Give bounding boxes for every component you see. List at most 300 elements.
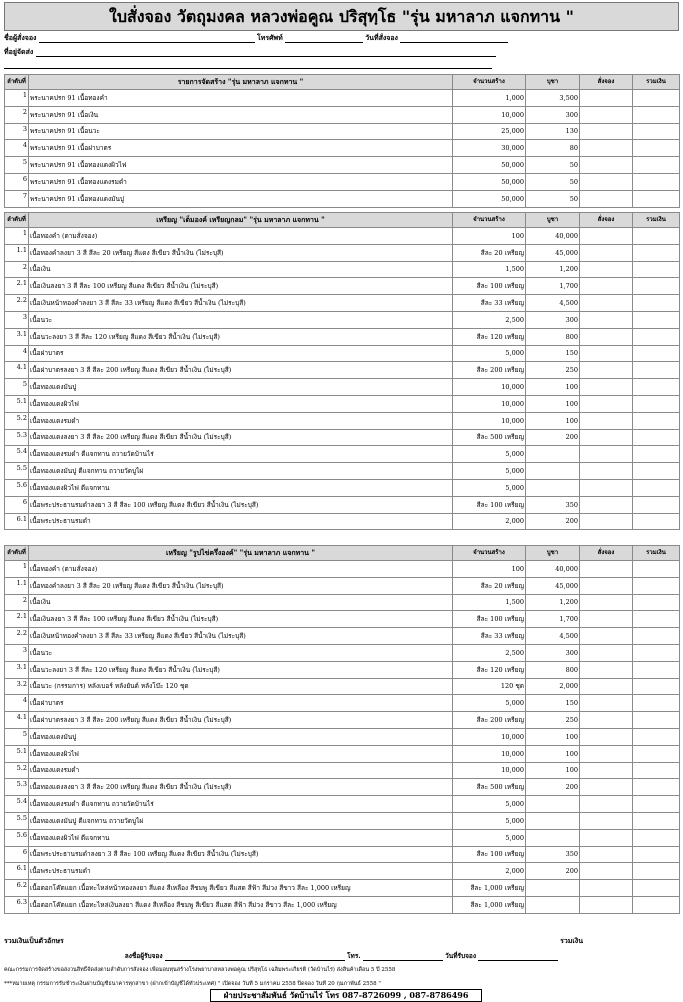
total-cell[interactable] — [633, 123, 680, 140]
table-row — [5, 479, 680, 496]
item-number: 2.2 — [5, 628, 29, 645]
table-row — [5, 513, 680, 530]
col-price-header: บุชา — [526, 75, 580, 90]
note-1: คณะกรรมการจัดสร้างขอสงวนสิทธิ์จัดส่งตามลำดับการสั่งจอง เพื่อมอบทุนสร้างโรงพยาบาลหลวงพ่อคูณ ปริสุทฺโธ เฉลิมพระเกียรติ (วัดบ้านไร่) ส่งสินค้าเดือน 5 ปี 2558 — [4, 967, 396, 973]
item-description: เนื้อทองแดงรมดำ — [29, 412, 453, 429]
total-cell[interactable] — [633, 611, 680, 628]
item-description: เนื้อทองแดงมันปู ตีแจกทาน ถวายวัดบูไผ่ — [29, 463, 453, 480]
item-number: 5.3 — [5, 429, 29, 446]
item-quantity: 1,500 — [453, 261, 526, 278]
item-description: เนื้อทองคำ (ตามสั่งจอง) — [29, 228, 453, 245]
item-quantity: สีละ 120 เหรียญ — [453, 328, 526, 345]
col-total-header: รวมเงิน — [633, 546, 680, 561]
table-row — [5, 244, 680, 261]
order-qty-cell[interactable] — [580, 496, 633, 513]
total-cell[interactable] — [633, 429, 680, 446]
order-qty-cell[interactable] — [580, 479, 633, 496]
table-row — [5, 173, 680, 190]
item-price: 100 — [526, 379, 580, 396]
col-order-header: สั่งจอง — [580, 213, 633, 228]
total-cell[interactable] — [633, 311, 680, 328]
total-cell[interactable] — [633, 395, 680, 412]
item-number: 5.4 — [5, 446, 29, 463]
order-qty-cell[interactable] — [580, 362, 633, 379]
item-number: 4 — [5, 695, 29, 712]
item-price: 300 — [526, 311, 580, 328]
table-row — [5, 278, 680, 295]
item-quantity: 5,000 — [453, 463, 526, 480]
item-number: 5.5 — [5, 812, 29, 829]
item-price: 100 — [526, 412, 580, 429]
total-cell[interactable] — [633, 695, 680, 712]
table-row — [5, 345, 680, 362]
section-body-2 — [5, 213, 680, 530]
total-cell[interactable] — [633, 345, 680, 362]
table-row — [5, 628, 680, 645]
receiver-field[interactable] — [165, 952, 345, 961]
order-qty-cell[interactable] — [580, 812, 633, 829]
order-qty-cell[interactable] — [580, 728, 633, 745]
order-qty-cell[interactable] — [580, 157, 633, 174]
order-qty-cell[interactable] — [580, 880, 633, 897]
item-price — [526, 796, 580, 813]
item-number: 1 — [5, 90, 29, 107]
order-qty-cell[interactable] — [580, 463, 633, 480]
table-row — [5, 328, 680, 345]
order-qty-cell[interactable] — [580, 278, 633, 295]
item-price: 130 — [526, 123, 580, 140]
item-description: เนื้อทองแดงผิวไฟ — [29, 745, 453, 762]
order-qty-cell[interactable] — [580, 644, 633, 661]
item-number: 5.5 — [5, 463, 29, 480]
total-cell[interactable] — [633, 106, 680, 123]
item-quantity: สีละ 33 เหรียญ — [453, 628, 526, 645]
table-row — [5, 446, 680, 463]
item-description: เนื้อทองคำ (ตามสั่งจอง) — [29, 561, 453, 578]
col-no-header: ลำดับที่ — [5, 75, 29, 90]
item-number: 3 — [5, 644, 29, 661]
total-cell[interactable] — [633, 628, 680, 645]
total-cell[interactable] — [633, 594, 680, 611]
total-cell[interactable] — [633, 678, 680, 695]
total-cell[interactable] — [633, 479, 680, 496]
item-price — [526, 479, 580, 496]
item-description: เนื้อทองคำลงยา 3 สี สีละ 20 เหรียญ สีแดง สีเขียว สีน้ำเงิน (ไม่ระบุสี) — [29, 244, 453, 261]
item-price: 100 — [526, 395, 580, 412]
receive-date-field[interactable] — [478, 952, 558, 961]
item-quantity: 25,000 — [453, 123, 526, 140]
table-row — [5, 577, 680, 594]
item-price: 4,500 — [526, 295, 580, 312]
item-price: 40,000 — [526, 228, 580, 245]
total-text-label: รวมเงินเป็นตัวอักษร — [4, 936, 64, 945]
order-qty-cell[interactable] — [580, 295, 633, 312]
col-qty-header: จำนวนสร้าง — [453, 546, 526, 561]
total-cell[interactable] — [633, 446, 680, 463]
order-qty-cell[interactable] — [580, 829, 633, 846]
item-description: เนื้อทองแดงผิวไฟ ตีแจกทาน — [29, 829, 453, 846]
col-total-header: รวมเงิน — [633, 75, 680, 90]
order-qty-cell[interactable] — [580, 594, 633, 611]
order-qty-cell[interactable] — [580, 712, 633, 729]
item-price: 200 — [526, 863, 580, 880]
total-cell[interactable] — [633, 463, 680, 480]
table-row — [5, 829, 680, 846]
address-row — [4, 47, 496, 57]
item-description: เนื้อทองแดงรมดำ ตีแจกทาน ถวายวัดบ้านไร่ — [29, 446, 453, 463]
item-number: 5 — [5, 728, 29, 745]
table-row — [5, 311, 680, 328]
total-cell[interactable] — [633, 846, 680, 863]
item-number: 5.2 — [5, 412, 29, 429]
item-quantity: สีละ 100 เหรียญ — [453, 846, 526, 863]
item-description: เนื้อพระประธานรมดำ — [29, 513, 453, 530]
item-number: 1 — [5, 561, 29, 578]
total-cell[interactable] — [633, 880, 680, 897]
item-quantity: สีละ 120 เหรียญ — [453, 661, 526, 678]
item-price: 40,000 — [526, 561, 580, 578]
item-description: เนื้อนวะ — [29, 311, 453, 328]
item-quantity: สีละ 200 เหรียญ — [453, 712, 526, 729]
col-price-header: บูชา — [526, 546, 580, 561]
receiver-label: ลงชื่อผู้รับจอง — [124, 952, 163, 960]
item-price: 250 — [526, 712, 580, 729]
item-number: 6.1 — [5, 513, 29, 530]
total-cell[interactable] — [633, 762, 680, 779]
item-description: เนื้อทองแดงมันปู — [29, 379, 453, 396]
table-row — [5, 463, 680, 480]
item-quantity: 5,000 — [453, 695, 526, 712]
total-cell[interactable] — [633, 228, 680, 245]
table-row — [5, 661, 680, 678]
item-number: 5.4 — [5, 796, 29, 813]
item-quantity: 10,000 — [453, 106, 526, 123]
item-quantity: 10,000 — [453, 395, 526, 412]
item-description: เนื้อทองคำลงยา 3 สี สีละ 20 เหรียญ สีแดง สีเขียว สีน้ำเงิน (ไม่ระบุสี) — [29, 577, 453, 594]
col-qty-header: จำนวนสร้าง — [453, 213, 526, 228]
orderer-label: ชื่อผู้สั่งจอง — [4, 33, 37, 42]
total-cell[interactable] — [633, 140, 680, 157]
table-row — [5, 395, 680, 412]
item-price: 100 — [526, 728, 580, 745]
order-qty-cell[interactable] — [580, 328, 633, 345]
section-table-2 — [4, 212, 680, 530]
item-price: 300 — [526, 106, 580, 123]
table-row — [5, 90, 680, 107]
item-quantity: สีละ 33 เหรียญ — [453, 295, 526, 312]
order-qty-cell[interactable] — [580, 678, 633, 695]
item-quantity: 120 ชุด — [453, 678, 526, 695]
table-row — [5, 561, 680, 578]
col-no-header: ลำดับที่ — [5, 213, 29, 228]
order-qty-cell[interactable] — [580, 244, 633, 261]
col-total-header: รวมเงิน — [633, 213, 680, 228]
table-row — [5, 728, 680, 745]
order-qty-cell[interactable] — [580, 796, 633, 813]
order-qty-cell[interactable] — [580, 762, 633, 779]
section-table-3 — [4, 545, 680, 914]
total-cell[interactable] — [633, 577, 680, 594]
item-price: 1,700 — [526, 278, 580, 295]
item-price: 300 — [526, 644, 580, 661]
address-field-2[interactable] — [4, 60, 492, 69]
item-quantity: 5,000 — [453, 345, 526, 362]
item-price: 150 — [526, 695, 580, 712]
item-description: พระนาคปรก 91 เนื้อทองคำ — [29, 90, 453, 107]
item-quantity: 10,000 — [453, 762, 526, 779]
order-qty-cell[interactable] — [580, 446, 633, 463]
item-description: เนื้อนวะ (กรรมการ) หลังเบอร์ หลังยันต์ หลังโบ๊ะ 120 ชุด — [29, 678, 453, 695]
total-cell[interactable] — [633, 728, 680, 745]
item-number: 4 — [5, 140, 29, 157]
item-number: 7 — [5, 190, 29, 207]
item-number: 5 — [5, 157, 29, 174]
table-row — [5, 779, 680, 796]
order-qty-cell[interactable] — [580, 661, 633, 678]
item-description: เนื้อทองแดงลงยา 3 สี สีละ 200 เหรียญ สีแดง สีเขียว สีน้ำเงิน (ไม่ระบุสี) — [29, 429, 453, 446]
item-price: 800 — [526, 661, 580, 678]
total-cell[interactable] — [633, 173, 680, 190]
item-quantity: สีละ 20 เหรียญ — [453, 577, 526, 594]
item-quantity: 30,000 — [453, 140, 526, 157]
order-qty-cell[interactable] — [580, 561, 633, 578]
total-cell[interactable] — [633, 712, 680, 729]
item-quantity: สีละ 500 เหรียญ — [453, 429, 526, 446]
total-cell[interactable] — [633, 190, 680, 207]
item-quantity: 10,000 — [453, 745, 526, 762]
table-row — [5, 745, 680, 762]
order-qty-cell[interactable] — [580, 628, 633, 645]
item-quantity: 1,500 — [453, 594, 526, 611]
total-cell[interactable] — [633, 157, 680, 174]
item-quantity: สีละ 1,000 เหรียญ — [453, 896, 526, 913]
item-number: 1.1 — [5, 244, 29, 261]
total-cell[interactable] — [633, 829, 680, 846]
total-cell[interactable] — [633, 412, 680, 429]
item-number: 5.1 — [5, 395, 29, 412]
item-description: พระนาคปรก 91 เนื้อทองแดงมันปู — [29, 190, 453, 207]
item-price: 100 — [526, 762, 580, 779]
item-quantity: 10,000 — [453, 728, 526, 745]
total-cell[interactable] — [633, 661, 680, 678]
order-qty-cell[interactable] — [580, 123, 633, 140]
total-cell[interactable] — [633, 896, 680, 913]
total-cell[interactable] — [633, 278, 680, 295]
col-order-header: สั่งจอง — [580, 75, 633, 90]
col-qty-header: จำนวนสร้าง — [453, 75, 526, 90]
item-quantity: สีละ 500 เหรียญ — [453, 779, 526, 796]
item-number: 4 — [5, 345, 29, 362]
item-description: เนื้อเงินหน้าทองคำลงยา 3 สี สีละ 33 เหรียญ สีแดง สีเขียว สีน้ำเงิน (ไม่ระบุสี) — [29, 295, 453, 312]
contact-bar: ฝ่ายประชาสัมพันธ์ วัดบ้านไร่ โทร 087-8726099 , 087-8786496 — [210, 989, 482, 1002]
item-number: 1.1 — [5, 577, 29, 594]
item-description: พระนาคปรก 91 เนื้อทองแดงรมดำ — [29, 173, 453, 190]
order-qty-cell[interactable] — [580, 896, 633, 913]
total-cell[interactable] — [633, 90, 680, 107]
item-number: 3.2 — [5, 678, 29, 695]
section-title: รายการจัดสร้าง "รุ่น มหาลาภ แจกทาน " — [29, 75, 453, 90]
item-quantity: สีละ 100 เหรียญ — [453, 611, 526, 628]
total-cell[interactable] — [633, 362, 680, 379]
item-number: 6.1 — [5, 863, 29, 880]
item-quantity: สีละ 200 เหรียญ — [453, 362, 526, 379]
order-qty-cell[interactable] — [580, 863, 633, 880]
total-cell[interactable] — [633, 745, 680, 762]
order-qty-cell[interactable] — [580, 140, 633, 157]
item-number: 5.1 — [5, 745, 29, 762]
item-description: เนื้อทองแดงรมดำ — [29, 762, 453, 779]
item-number: 1 — [5, 228, 29, 245]
item-price — [526, 446, 580, 463]
item-number: 2 — [5, 261, 29, 278]
item-description: เนื้อเงินหน้าทองคำลงยา 3 สี สีละ 33 เหรียญ สีแดง สีเขียว สีน้ำเงิน (ไม่ระบุสี) — [29, 628, 453, 645]
order-date-field[interactable] — [400, 34, 508, 43]
order-qty-cell[interactable] — [580, 779, 633, 796]
table-row — [5, 157, 680, 174]
item-quantity: สีละ 20 เหรียญ — [453, 244, 526, 261]
total-cell[interactable] — [633, 863, 680, 880]
item-description: พระนาคปรก 91 เนื้อเงิน — [29, 106, 453, 123]
order-qty-cell[interactable] — [580, 90, 633, 107]
item-price: 4,500 — [526, 628, 580, 645]
item-price: 50 — [526, 190, 580, 207]
col-order-header: สั่งจอง — [580, 546, 633, 561]
table-row — [5, 594, 680, 611]
item-description: พระนาคปรก 91 เนื้อทองแดงผิวไฟ — [29, 157, 453, 174]
item-price: 200 — [526, 429, 580, 446]
order-qty-cell[interactable] — [580, 412, 633, 429]
total-label: รวมเงิน — [560, 936, 583, 945]
table-row — [5, 228, 680, 245]
item-price: 3,500 — [526, 90, 580, 107]
order-qty-cell[interactable] — [580, 611, 633, 628]
item-quantity: 50,000 — [453, 157, 526, 174]
order-qty-cell[interactable] — [580, 228, 633, 245]
table-row — [5, 712, 680, 729]
phone-field[interactable] — [285, 34, 363, 43]
item-quantity: 5,000 — [453, 812, 526, 829]
total-cell[interactable] — [633, 328, 680, 345]
item-quantity: 100 — [453, 228, 526, 245]
total-cell[interactable] — [633, 796, 680, 813]
order-qty-cell[interactable] — [580, 173, 633, 190]
address-field[interactable] — [36, 48, 496, 57]
col-price-header: บูชา — [526, 213, 580, 228]
item-number: 6 — [5, 173, 29, 190]
item-number: 2 — [5, 106, 29, 123]
phone-label: โทรศัพท์ — [256, 33, 283, 42]
item-description: เนื้อตอกโค๊ตแยก เนื้อทะไหล่หน้าทองลงยา สีแดง สีเหลือง สีชมพู สีเขียว สีแสด สีฟ้า สีม่วง สีขาว สีละ 1,000 เหรียญ — [29, 880, 453, 897]
item-quantity: 5,000 — [453, 446, 526, 463]
order-qty-cell[interactable] — [580, 261, 633, 278]
total-cell[interactable] — [633, 295, 680, 312]
section-header-row — [5, 213, 680, 228]
total-cell[interactable] — [633, 496, 680, 513]
item-price: 1,700 — [526, 611, 580, 628]
total-cell[interactable] — [633, 261, 680, 278]
address-label: ที่อยู่จัดส่ง — [4, 47, 34, 56]
col-no-header: ลำดับที่ — [5, 546, 29, 561]
total-cell[interactable] — [633, 779, 680, 796]
order-qty-cell[interactable] — [580, 577, 633, 594]
item-number: 4.1 — [5, 362, 29, 379]
total-row — [4, 936, 679, 947]
item-price: 45,000 — [526, 577, 580, 594]
total-cell[interactable] — [633, 812, 680, 829]
item-number: 5 — [5, 379, 29, 396]
order-qty-cell[interactable] — [580, 190, 633, 207]
item-description: เนื้อตอกโค๊ตแยก เนื้อทะไหล่เงินลงยา สีแดง สีเหลือง สีชมพู สีเขียว สีแสด สีฟ้า สีม่วง สีขาว สีละ 1,000 เหรียญ — [29, 896, 453, 913]
item-quantity: 10,000 — [453, 379, 526, 396]
item-quantity: สีละ 1,000 เหรียญ — [453, 880, 526, 897]
item-quantity: 2,000 — [453, 863, 526, 880]
order-qty-cell[interactable] — [580, 345, 633, 362]
item-quantity: 5,000 — [453, 479, 526, 496]
item-price: 350 — [526, 496, 580, 513]
item-description: เนื้อเงินลงยา 3 สี สีละ 100 เหรียญ สีแดง สีเขียว สีน้ำเงิน (ไม่ระบุสี) — [29, 611, 453, 628]
item-quantity: 1,000 — [453, 90, 526, 107]
section-body-3 — [5, 546, 680, 914]
receiver-phone-label: โทร. — [347, 952, 361, 960]
table-row — [5, 106, 680, 123]
item-description: เนื้อทองแดงผิวไฟ — [29, 395, 453, 412]
table-row — [5, 863, 680, 880]
order-qty-cell[interactable] — [580, 695, 633, 712]
section-title: เหรียญ "รูปไข่ครึ่งองค์" "รุ่น มหาลาภ แจกทาน " — [29, 546, 453, 561]
item-description: เนื้อทองแดงมันปู ตีแจกทาน ถวายวัดบูไผ่ — [29, 812, 453, 829]
table-row — [5, 644, 680, 661]
item-quantity: 50,000 — [453, 173, 526, 190]
order-qty-cell[interactable] — [580, 379, 633, 396]
receiver-row — [4, 951, 679, 961]
order-qty-cell[interactable] — [580, 745, 633, 762]
item-quantity: 100 — [453, 561, 526, 578]
item-number: 3 — [5, 311, 29, 328]
item-price — [526, 463, 580, 480]
receiver-phone-field[interactable] — [363, 952, 443, 961]
table-row — [5, 796, 680, 813]
order-qty-cell[interactable] — [580, 106, 633, 123]
table-row — [5, 496, 680, 513]
order-qty-cell[interactable] — [580, 395, 633, 412]
item-description: พระนาคปรก 91 เนื้อนวะ — [29, 123, 453, 140]
item-price: 200 — [526, 779, 580, 796]
item-description: เนื้อฝาบาตรลงยา 3 สี สีละ 200 เหรียญ สีแดง สีเขียว สีน้ำเงิน (ไม่ระบุสี) — [29, 362, 453, 379]
order-qty-cell[interactable] — [580, 513, 633, 530]
total-cell[interactable] — [633, 513, 680, 530]
table-row — [5, 295, 680, 312]
item-price: 1,200 — [526, 261, 580, 278]
table-row — [5, 812, 680, 829]
total-cell[interactable] — [633, 561, 680, 578]
item-description: เนื้อพระประธานรมดำลงยา 3 สี สีละ 100 เหรียญ สีแดง สีเขียว สีน้ำเงิน (ไม่ระบุสี) — [29, 496, 453, 513]
table-row — [5, 896, 680, 913]
total-cell[interactable] — [633, 244, 680, 261]
item-number: 3.1 — [5, 661, 29, 678]
orderer-field[interactable] — [39, 34, 255, 43]
order-qty-cell[interactable] — [580, 846, 633, 863]
item-price: 2,000 — [526, 678, 580, 695]
total-cell[interactable] — [633, 644, 680, 661]
item-description: เนื้อทองแดงผิวไฟ ตีแจกทาน — [29, 479, 453, 496]
item-price: 45,000 — [526, 244, 580, 261]
order-qty-cell[interactable] — [580, 311, 633, 328]
item-quantity: 2,500 — [453, 644, 526, 661]
total-cell[interactable] — [633, 379, 680, 396]
order-qty-cell[interactable] — [580, 429, 633, 446]
section-header-row — [5, 75, 680, 90]
item-quantity: 2,000 — [453, 513, 526, 530]
